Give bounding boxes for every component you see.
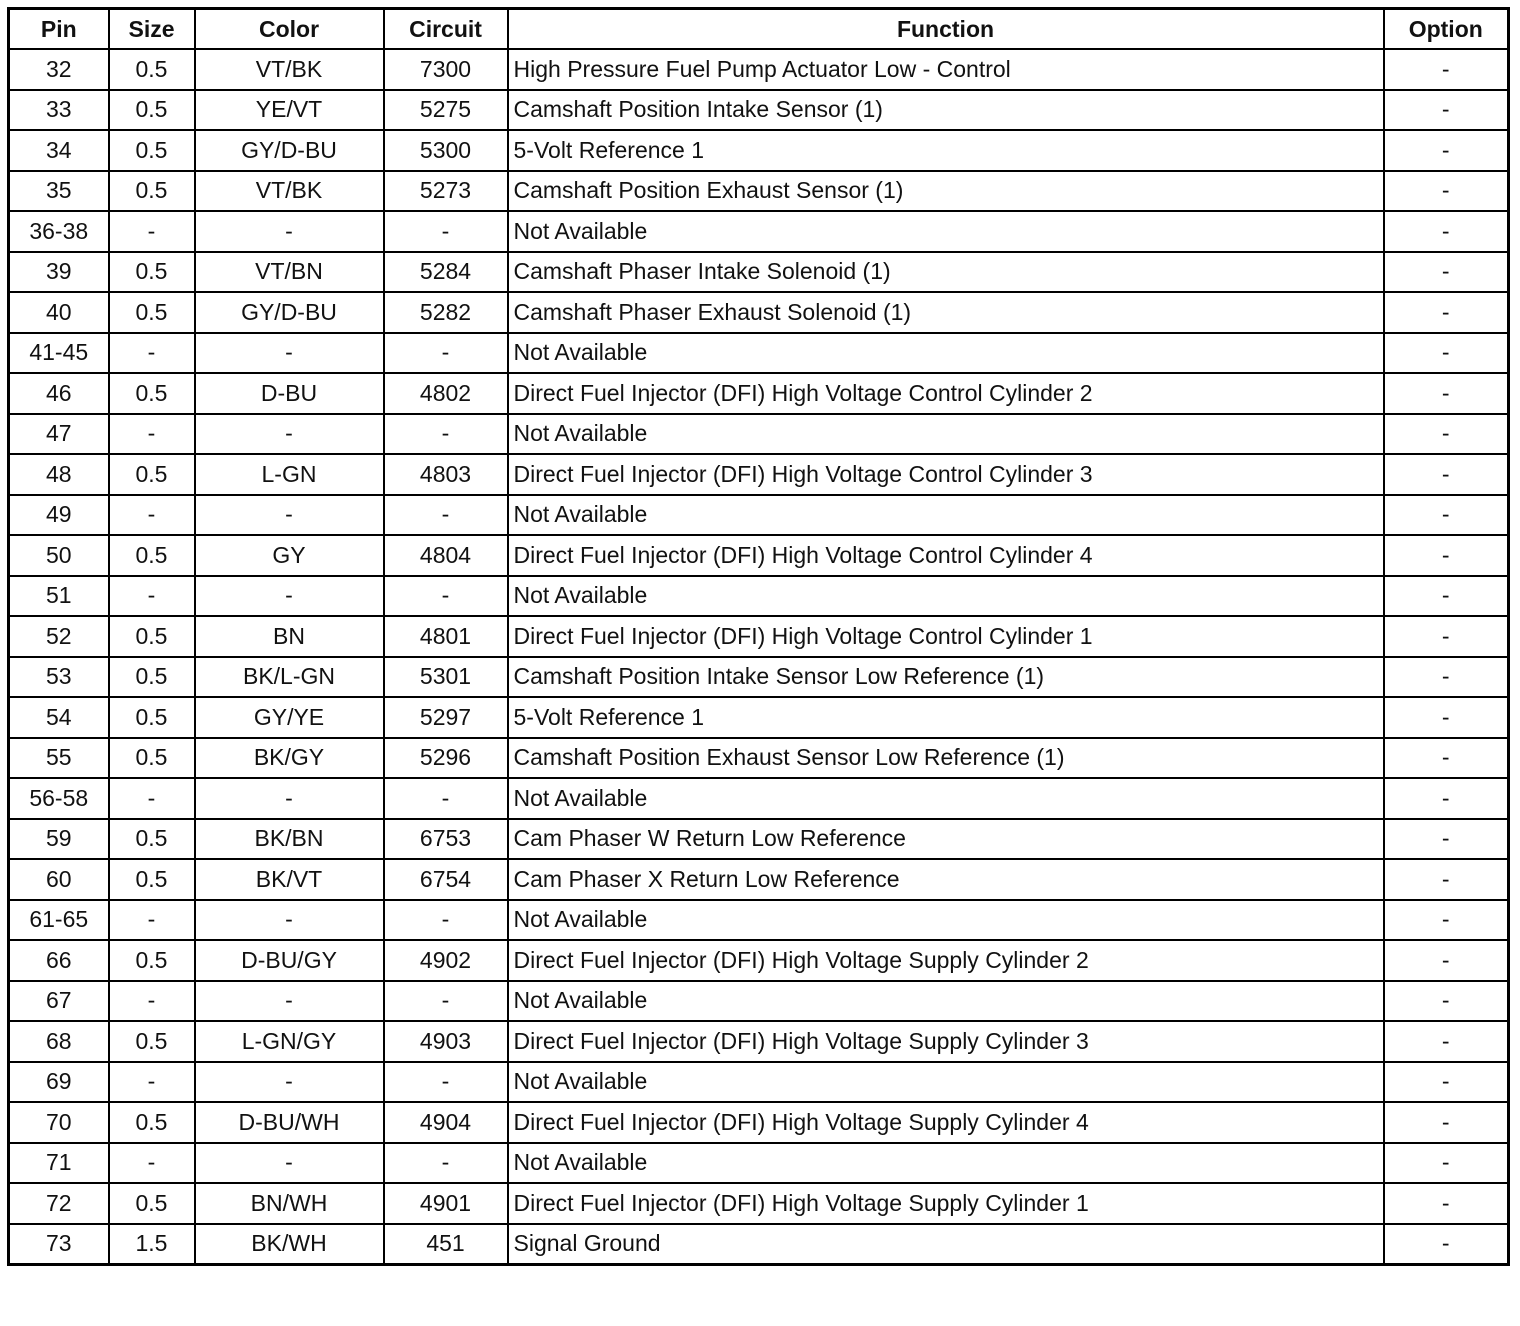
- pin-cell: 34: [9, 130, 109, 171]
- header-color: Color: [195, 9, 384, 50]
- table-row: [9, 252, 1509, 293]
- function-cell: Camshaft Position Intake Sensor (1): [508, 90, 1384, 131]
- circuit-cell: 4804: [384, 535, 508, 576]
- size-cell: -: [109, 1062, 195, 1103]
- table-row: [9, 49, 1509, 90]
- color-cell: BK/L-GN: [195, 657, 384, 698]
- function-cell: Not Available: [508, 1143, 1384, 1184]
- color-cell: -: [195, 900, 384, 941]
- size-cell: -: [109, 981, 195, 1022]
- pin-cell: 51: [9, 576, 109, 617]
- option-cell: -: [1384, 1143, 1509, 1184]
- color-cell: -: [195, 414, 384, 455]
- table-row: [9, 616, 1509, 657]
- color-cell: GY/YE: [195, 697, 384, 738]
- color-cell: D-BU/WH: [195, 1102, 384, 1143]
- pin-cell: 50: [9, 535, 109, 576]
- size-cell: -: [109, 778, 195, 819]
- option-cell: -: [1384, 738, 1509, 779]
- color-cell: -: [195, 1062, 384, 1103]
- table-row: [9, 657, 1509, 698]
- option-cell: -: [1384, 778, 1509, 819]
- function-cell: Not Available: [508, 211, 1384, 252]
- pin-cell: 46: [9, 373, 109, 414]
- table-row: [9, 333, 1509, 374]
- size-cell: -: [109, 333, 195, 374]
- pin-cell: 61-65: [9, 900, 109, 941]
- option-cell: -: [1384, 1183, 1509, 1224]
- circuit-cell: 5296: [384, 738, 508, 779]
- option-cell: -: [1384, 454, 1509, 495]
- size-cell: 0.5: [109, 657, 195, 698]
- size-cell: 0.5: [109, 1183, 195, 1224]
- option-cell: -: [1384, 292, 1509, 333]
- function-cell: Not Available: [508, 900, 1384, 941]
- option-cell: -: [1384, 1102, 1509, 1143]
- function-cell: Not Available: [508, 1062, 1384, 1103]
- table-row: [9, 1102, 1509, 1143]
- pin-cell: 66: [9, 940, 109, 981]
- function-cell: Not Available: [508, 576, 1384, 617]
- function-cell: Direct Fuel Injector (DFI) High Voltage Control Cylinder 1: [508, 616, 1384, 657]
- color-cell: VT/BK: [195, 49, 384, 90]
- option-cell: -: [1384, 90, 1509, 131]
- table-row: [9, 940, 1509, 981]
- color-cell: -: [195, 333, 384, 374]
- color-cell: -: [195, 1143, 384, 1184]
- pin-cell: 41-45: [9, 333, 109, 374]
- pin-cell: 49: [9, 495, 109, 536]
- pin-cell: 52: [9, 616, 109, 657]
- table-row: [9, 90, 1509, 131]
- color-cell: YE/VT: [195, 90, 384, 131]
- table-row: [9, 981, 1509, 1022]
- size-cell: 0.5: [109, 1021, 195, 1062]
- size-cell: 0.5: [109, 940, 195, 981]
- option-cell: -: [1384, 616, 1509, 657]
- table-row: [9, 211, 1509, 252]
- color-cell: BK/GY: [195, 738, 384, 779]
- pinout-table-container: [7, 7, 1507, 1323]
- color-cell: D-BU/GY: [195, 940, 384, 981]
- size-cell: 0.5: [109, 171, 195, 212]
- circuit-cell: 4904: [384, 1102, 508, 1143]
- header-size: Size: [109, 9, 195, 50]
- size-cell: 0.5: [109, 373, 195, 414]
- option-cell: -: [1384, 495, 1509, 536]
- color-cell: L-GN/GY: [195, 1021, 384, 1062]
- size-cell: 0.5: [109, 859, 195, 900]
- circuit-cell: 4903: [384, 1021, 508, 1062]
- size-cell: 0.5: [109, 819, 195, 860]
- table-row: [9, 130, 1509, 171]
- circuit-cell: -: [384, 495, 508, 536]
- function-cell: Direct Fuel Injector (DFI) High Voltage Control Cylinder 4: [508, 535, 1384, 576]
- function-cell: High Pressure Fuel Pump Actuator Low - Control: [508, 49, 1384, 90]
- circuit-cell: -: [384, 414, 508, 455]
- size-cell: 0.5: [109, 90, 195, 131]
- function-cell: Direct Fuel Injector (DFI) High Voltage Supply Cylinder 4: [508, 1102, 1384, 1143]
- size-cell: -: [109, 211, 195, 252]
- circuit-cell: 5300: [384, 130, 508, 171]
- pin-cell: 60: [9, 859, 109, 900]
- color-cell: D-BU: [195, 373, 384, 414]
- circuit-cell: -: [384, 1062, 508, 1103]
- pin-cell: 59: [9, 819, 109, 860]
- option-cell: -: [1384, 940, 1509, 981]
- circuit-cell: 4802: [384, 373, 508, 414]
- function-cell: Not Available: [508, 414, 1384, 455]
- color-cell: BK/VT: [195, 859, 384, 900]
- function-cell: Direct Fuel Injector (DFI) High Voltage Control Cylinder 2: [508, 373, 1384, 414]
- color-cell: BK/BN: [195, 819, 384, 860]
- circuit-cell: -: [384, 576, 508, 617]
- pin-cell: 48: [9, 454, 109, 495]
- color-cell: BN/WH: [195, 1183, 384, 1224]
- size-cell: 0.5: [109, 1102, 195, 1143]
- circuit-cell: 4901: [384, 1183, 508, 1224]
- function-cell: Direct Fuel Injector (DFI) High Voltage Supply Cylinder 2: [508, 940, 1384, 981]
- circuit-cell: -: [384, 1143, 508, 1184]
- function-cell: Not Available: [508, 333, 1384, 374]
- pin-cell: 40: [9, 292, 109, 333]
- pin-cell: 72: [9, 1183, 109, 1224]
- pin-cell: 32: [9, 49, 109, 90]
- table-row: [9, 171, 1509, 212]
- circuit-cell: 4902: [384, 940, 508, 981]
- function-cell: Direct Fuel Injector (DFI) High Voltage Supply Cylinder 1: [508, 1183, 1384, 1224]
- circuit-cell: -: [384, 333, 508, 374]
- option-cell: -: [1384, 252, 1509, 293]
- function-cell: Camshaft Position Exhaust Sensor Low Reference (1): [508, 738, 1384, 779]
- pin-cell: 69: [9, 1062, 109, 1103]
- circuit-cell: 4801: [384, 616, 508, 657]
- function-cell: Camshaft Phaser Exhaust Solenoid (1): [508, 292, 1384, 333]
- pin-cell: 73: [9, 1224, 109, 1265]
- color-cell: L-GN: [195, 454, 384, 495]
- table-row: [9, 1183, 1509, 1224]
- size-cell: 1.5: [109, 1224, 195, 1265]
- pin-cell: 33: [9, 90, 109, 131]
- table-row: [9, 454, 1509, 495]
- table-row: [9, 859, 1509, 900]
- pin-cell: 70: [9, 1102, 109, 1143]
- size-cell: -: [109, 495, 195, 536]
- option-cell: -: [1384, 1062, 1509, 1103]
- option-cell: -: [1384, 373, 1509, 414]
- table-row: [9, 414, 1509, 455]
- color-cell: VT/BK: [195, 171, 384, 212]
- option-cell: -: [1384, 900, 1509, 941]
- option-cell: -: [1384, 211, 1509, 252]
- function-cell: Signal Ground: [508, 1224, 1384, 1265]
- pin-cell: 54: [9, 697, 109, 738]
- circuit-cell: -: [384, 981, 508, 1022]
- pin-cell: 53: [9, 657, 109, 698]
- option-cell: -: [1384, 981, 1509, 1022]
- option-cell: -: [1384, 130, 1509, 171]
- header-option: Option: [1384, 9, 1509, 50]
- pin-cell: 35: [9, 171, 109, 212]
- circuit-cell: 5282: [384, 292, 508, 333]
- pin-cell: 56-58: [9, 778, 109, 819]
- table-header: [9, 9, 1509, 50]
- option-cell: -: [1384, 859, 1509, 900]
- size-cell: -: [109, 900, 195, 941]
- circuit-cell: 451: [384, 1224, 508, 1265]
- option-cell: -: [1384, 535, 1509, 576]
- size-cell: 0.5: [109, 697, 195, 738]
- pin-cell: 36-38: [9, 211, 109, 252]
- function-cell: Cam Phaser X Return Low Reference: [508, 859, 1384, 900]
- function-cell: Camshaft Phaser Intake Solenoid (1): [508, 252, 1384, 293]
- color-cell: GY/D-BU: [195, 292, 384, 333]
- size-cell: 0.5: [109, 49, 195, 90]
- option-cell: -: [1384, 1021, 1509, 1062]
- circuit-cell: -: [384, 778, 508, 819]
- color-cell: -: [195, 981, 384, 1022]
- color-cell: -: [195, 495, 384, 536]
- table-row: [9, 1143, 1509, 1184]
- size-cell: 0.5: [109, 252, 195, 293]
- option-cell: -: [1384, 171, 1509, 212]
- pin-cell: 47: [9, 414, 109, 455]
- table-body: [9, 49, 1509, 1265]
- table-row: [9, 373, 1509, 414]
- option-cell: -: [1384, 657, 1509, 698]
- connector-pinout-table: [7, 7, 1510, 1266]
- option-cell: -: [1384, 1224, 1509, 1265]
- circuit-cell: 6754: [384, 859, 508, 900]
- size-cell: 0.5: [109, 130, 195, 171]
- header-row: [9, 9, 1509, 50]
- option-cell: -: [1384, 819, 1509, 860]
- circuit-cell: -: [384, 900, 508, 941]
- circuit-cell: 4803: [384, 454, 508, 495]
- table-row: [9, 576, 1509, 617]
- size-cell: 0.5: [109, 616, 195, 657]
- circuit-cell: 5297: [384, 697, 508, 738]
- pin-cell: 67: [9, 981, 109, 1022]
- color-cell: -: [195, 576, 384, 617]
- circuit-cell: 5284: [384, 252, 508, 293]
- size-cell: 0.5: [109, 292, 195, 333]
- table-row: [9, 697, 1509, 738]
- circuit-cell: 7300: [384, 49, 508, 90]
- circuit-cell: 6753: [384, 819, 508, 860]
- color-cell: -: [195, 778, 384, 819]
- table-row: [9, 819, 1509, 860]
- color-cell: GY: [195, 535, 384, 576]
- function-cell: 5-Volt Reference 1: [508, 130, 1384, 171]
- table-row: [9, 1062, 1509, 1103]
- function-cell: Direct Fuel Injector (DFI) High Voltage Control Cylinder 3: [508, 454, 1384, 495]
- size-cell: -: [109, 576, 195, 617]
- table-row: [9, 495, 1509, 536]
- color-cell: GY/D-BU: [195, 130, 384, 171]
- pin-cell: 39: [9, 252, 109, 293]
- option-cell: -: [1384, 49, 1509, 90]
- pin-cell: 55: [9, 738, 109, 779]
- circuit-cell: -: [384, 211, 508, 252]
- size-cell: -: [109, 1143, 195, 1184]
- table-row: [9, 778, 1509, 819]
- size-cell: 0.5: [109, 738, 195, 779]
- circuit-cell: 5275: [384, 90, 508, 131]
- function-cell: 5-Volt Reference 1: [508, 697, 1384, 738]
- table-row: [9, 1021, 1509, 1062]
- color-cell: VT/BN: [195, 252, 384, 293]
- function-cell: Direct Fuel Injector (DFI) High Voltage Supply Cylinder 3: [508, 1021, 1384, 1062]
- table-row: [9, 535, 1509, 576]
- size-cell: 0.5: [109, 454, 195, 495]
- header-pin: Pin: [9, 9, 109, 50]
- function-cell: Not Available: [508, 495, 1384, 536]
- header-circuit: Circuit: [384, 9, 508, 50]
- option-cell: -: [1384, 576, 1509, 617]
- function-cell: Camshaft Position Intake Sensor Low Reference (1): [508, 657, 1384, 698]
- size-cell: -: [109, 414, 195, 455]
- color-cell: -: [195, 211, 384, 252]
- color-cell: BN: [195, 616, 384, 657]
- header-function: Function: [508, 9, 1384, 50]
- table-row: [9, 292, 1509, 333]
- circuit-cell: 5273: [384, 171, 508, 212]
- circuit-cell: 5301: [384, 657, 508, 698]
- function-cell: Camshaft Position Exhaust Sensor (1): [508, 171, 1384, 212]
- option-cell: -: [1384, 414, 1509, 455]
- function-cell: Not Available: [508, 981, 1384, 1022]
- function-cell: Cam Phaser W Return Low Reference: [508, 819, 1384, 860]
- pin-cell: 71: [9, 1143, 109, 1184]
- table-row: [9, 900, 1509, 941]
- option-cell: -: [1384, 697, 1509, 738]
- option-cell: -: [1384, 333, 1509, 374]
- color-cell: BK/WH: [195, 1224, 384, 1265]
- function-cell: Not Available: [508, 778, 1384, 819]
- size-cell: 0.5: [109, 535, 195, 576]
- pin-cell: 68: [9, 1021, 109, 1062]
- table-row: [9, 738, 1509, 779]
- table-row: [9, 1224, 1509, 1265]
